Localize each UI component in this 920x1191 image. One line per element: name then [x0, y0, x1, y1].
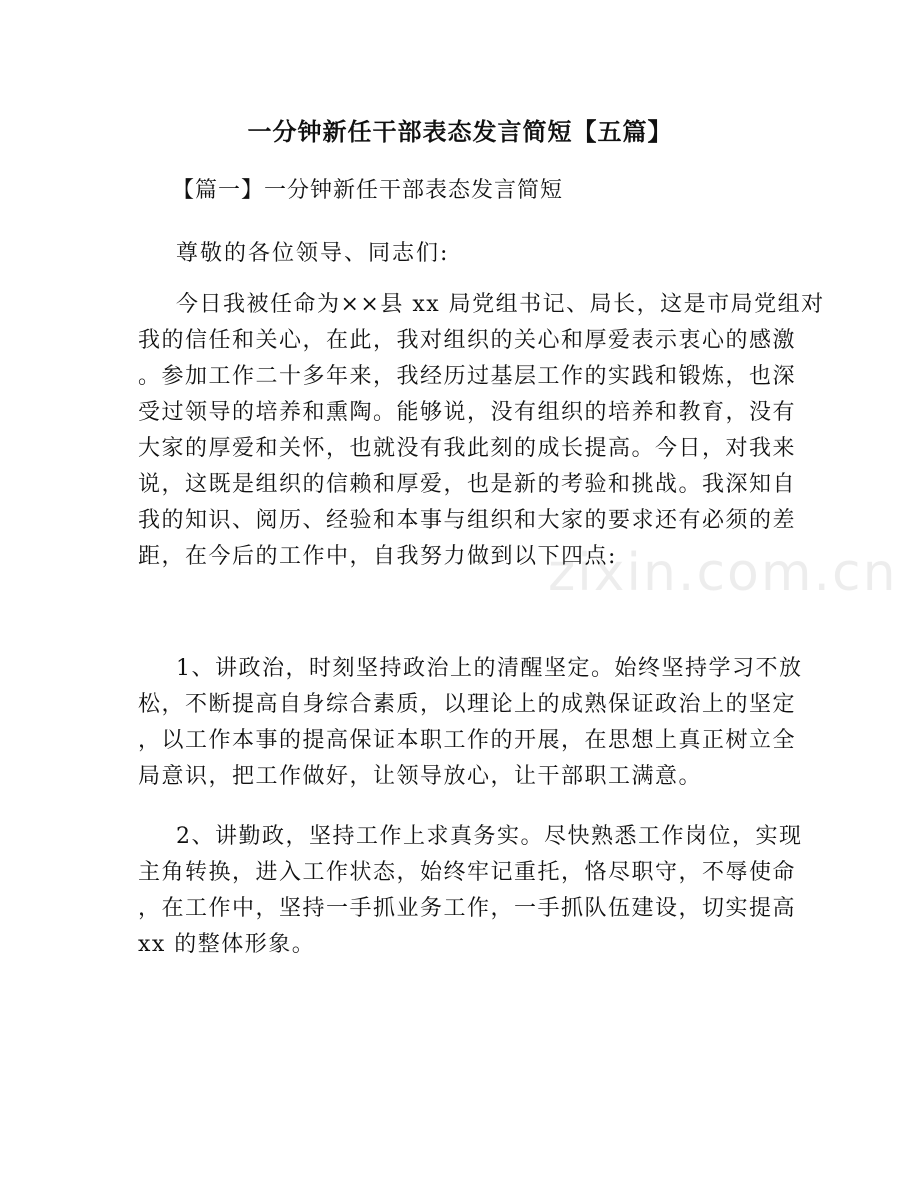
- paragraph-line: 大家的厚爱和关怀，也就没有我此刻的成长提高。今日，对我来: [138, 436, 797, 461]
- paragraph-line: xx 的整体形象。: [138, 932, 316, 957]
- watermark: zixin.com.cn: [548, 543, 898, 603]
- paragraph-line: 。参加工作二十多年来，我经历过基层工作的实践和锻炼，也深: [138, 364, 797, 389]
- greeting-line: 尊敬的各位领导、同志们:: [176, 241, 450, 266]
- paragraph-point-2: [138, 819, 803, 963]
- paragraph-line: 今日我被任命为××县 xx 局党组书记、局长，这是市局党组对: [176, 292, 825, 317]
- paragraph-line: 说，这既是组织的信赖和厚爱，也是新的考验和挑战。我深知自: [138, 472, 797, 497]
- paragraph-intro: [138, 287, 825, 575]
- paragraph-line: 2、讲勤政，坚持工作上求真务实。尽快熟悉工作岗位，实现: [176, 824, 803, 849]
- paragraph-line: 我的知识、阅历、经验和本事与组织和大家的要求还有必须的差: [138, 508, 797, 533]
- section-heading: 【篇一】一分钟新任干部表态发言简短: [172, 178, 564, 203]
- paragraph-line: 主角转换，进入工作状态，始终牢记重托，恪尽职守，不辱使命: [138, 860, 797, 885]
- paragraph-line: ，在工作中，坚持一手抓业务工作，一手抓队伍建设，切实提高: [138, 896, 797, 921]
- paragraph-line: 我的信任和关心，在此，我对组织的关心和厚爱表示衷心的感激: [138, 328, 797, 353]
- paragraph-point-1: [138, 651, 803, 795]
- paragraph-line: 松，不断提高自身综合素质，以理论上的成熟保证政治上的坚定: [138, 692, 797, 717]
- paragraph-line: 1、讲政治，时刻坚持政治上的清醒坚定。始终坚持学习不放: [176, 656, 803, 681]
- paragraph-line: 受过领导的培养和熏陶。能够说，没有组织的培养和教育，没有: [138, 400, 797, 425]
- paragraph-line: ，以工作本事的提高保证本职工作的开展，在思想上真正树立全: [138, 728, 797, 753]
- document-title: 一分钟新任干部表态发言简短【五篇】: [247, 117, 673, 146]
- paragraph-line: 距，在今后的工作中，自我努力做到以下四点:: [138, 544, 617, 569]
- paragraph-line: 局意识，把工作做好，让领导放心，让干部职工满意。: [138, 764, 703, 789]
